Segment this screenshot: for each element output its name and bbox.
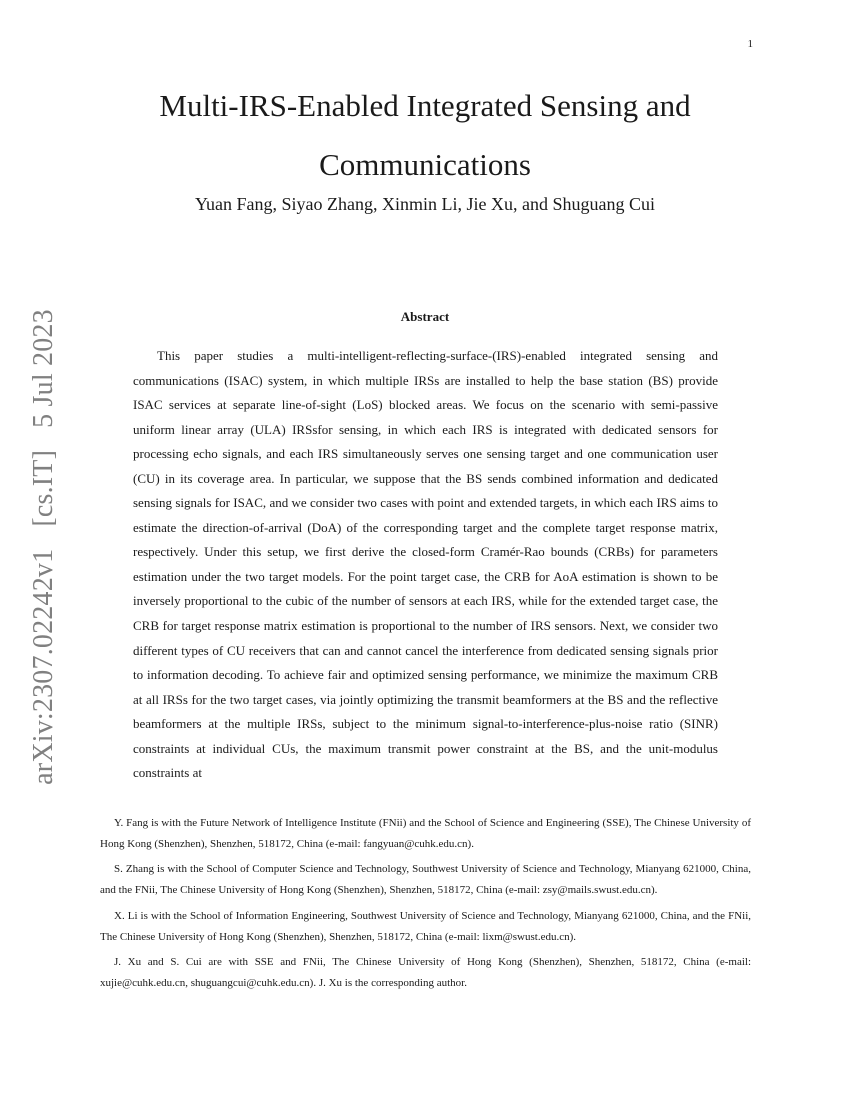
arxiv-category: [cs.IT] (28, 449, 59, 527)
abstract-text: This paper studies a multi-intelligent-reflecting-surface-(IRS)-enabled integrated sensing and communications (ISAC) system, in which multiple IRSs are installed to help the base station (BS) provide ISAC services at separate line-of-sight (LoS) blocked areas. We focus on the scenario with semi-passive uniform linear array (ULA) IRSsfor sensing, in which each IRS is integrated with dedicated sensors for processing echo signals, and each IRS simultaneously serves one sensing target and one communication user (CU) in its coverage area. In particular, we suppose that the BS sends combined information and dedicated sensing signals for ISAC, and we consider two cases with point and extended targets, in which each IRS aims to estimate the direction-of-arrival (DoA) of the corresponding target and the complete target response matrix, respectively. Under this setup, we first derive the closed-form Cramér-Rao bounds (CRBs) for parameters estimation under the two target models. For the point target case, the CRB for AoA estimation is shown to be inversely proportional to the cubic of the number of sensors at each IRS, while for the extended target case, the CRB for target response matrix estimation is proportional to the number of IRS sensors. Next, we consider two different types of CU receivers that can and cannot cancel the interference from dedicated sensing signals prior to information decoding. To achieve fair and optimized sensing performance, we minimize the maximum CRB at all IRSs for the two target cases, via jointly optimizing the transmit beamformers at the BS and the reflective beamformers at the multiple IRSs, subject to the minimum signal-to-interference-plus-noise ratio (SINR) constraints at individual CUs, the maximum transmit power constraint at the BS, and the unit-modulus constraints at (133, 348, 718, 781)
abstract-heading: Abstract (400, 309, 450, 324)
paper-title: Multi-IRS-Enabled Integrated Sensing and Communications (159, 88, 691, 182)
author-list: Yuan Fang, Siyao Zhang, Xinmin Li, Jie Xu, and Shuguang Cui (195, 194, 655, 214)
footnote-fang: Y. Fang is with the Future Network of Intelligence Institute (FNii) and the School of Science and Engineering (SSE), The Chinese University of Hong Kong (Shenzhen), Shenzhen, 518172, China (e-mail: fangyuan@cuhk.edu.cn). (100, 817, 751, 850)
footnote-xu-cui: J. Xu and S. Cui are with SSE and FNii, The Chinese University of Hong Kong (Shenzhen), Shenzhen, 518172, China (e-mail: xujie@cuhk.edu.cn, shuguangcui@cuhk.edu.cn). J. Xu is the corresponding author. (100, 956, 751, 989)
arxiv-side-identifier (28, 309, 60, 785)
footnote-zhang: S. Zhang is with the School of Computer Science and Technology, Southwest University of Science and Technology, Mianyang 621000, China, and the FNii, The Chinese University of Hong Kong (Shenzhen), Shenzhen, 518172, China (e-mail: zsy@mails.swust.edu.cn). (100, 863, 751, 897)
footnote-li: X. Li is with the School of Information Engineering, Southwest University of Science and Technology, Mianyang 621000, China, and the FNii, The Chinese University of Hong Kong (Shenzhen), Shenzhen, 518172, China (e-mail: lixm@swust.edu.cn). (100, 909, 751, 943)
author-footnotes (100, 813, 751, 999)
arxiv-id: arXiv:2307.02242v1 (28, 548, 59, 785)
arxiv-date: 5 Jul 2023 (28, 309, 59, 428)
page-number: 1 (747, 38, 753, 50)
